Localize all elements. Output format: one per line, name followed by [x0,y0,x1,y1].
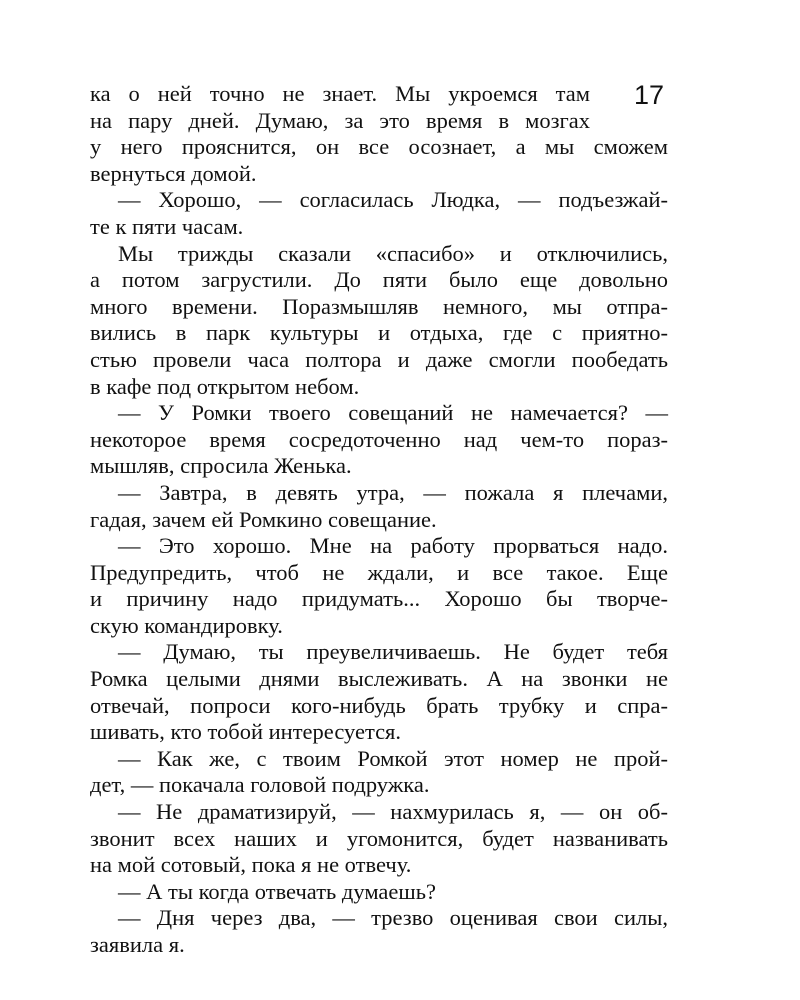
text-line: вились в парк культуры и отдыха, где с приятно- [90,320,668,346]
text-line: звонит всех наших и угомонится, будет названивать [90,825,668,851]
text-line: те к пяти часам. [90,213,244,239]
text-line: мышляв, спросила Женька. [90,453,352,479]
text-line: — Это хорошо. Мне на работу прорваться надо. [118,533,668,559]
text-line: у него прояснится, он все осознает, а мы сможем [90,134,668,160]
text-line: шивать, кто тобой интересуется. [90,719,402,745]
text-line: Ромка целыми днями выслеживать. А на звонки не [90,666,668,692]
text-line: в кафе под открытом небом. [90,373,360,399]
text-line: некоторое время сосредоточенно над чем-то пораз- [90,426,668,452]
text-line: много времени. Поразмышляв немного, мы отпра- [90,293,668,319]
text-line: Предупредить, чтоб не ждали, и все такое. Еще [90,559,668,585]
page-number: 17 [634,80,665,110]
text-line: — Хорошо, — согласилась Людка, — подъезжай- [118,187,668,213]
text-line: вернуться домой. [90,160,257,186]
text-line: и причину надо придумать... Хорошо бы творче- [90,586,668,612]
text-line: — Дня через два, — трезво оценивая свои силы, [118,905,668,931]
text-line: на пару дней. Думаю, за это время в мозгах [90,107,590,133]
text-line: а потом загрустили. До пяти было еще довольно [90,267,668,293]
text-line: отвечай, попроси кого-нибудь брать трубку и спра- [90,692,668,718]
text-line: Мы трижды сказали «спасибо» и отключились, [118,240,668,266]
text-line: — Как же, с твоим Ромкой этот номер не прой- [118,745,668,771]
body-text [90,81,668,959]
text-line: скую командировку. [90,612,283,638]
text-line: гадая, зачем ей Ромкино совещание. [90,506,437,532]
text-line: — А ты когда отвечать думаешь? [118,878,436,904]
text-line: — У Ромки твоего совещаний не намечается? — [118,400,668,426]
text-line: ка о ней точно не знает. Мы укроемся там [90,81,590,106]
text-line: — Думаю, ты преувеличиваешь. Не будет тебя [118,639,668,665]
text-line: — Не драматизируй, — нахмурилась я, — он об- [118,799,668,825]
text-line: стью провели часа полтора и даже смогли пообедать [90,346,668,372]
text-line: на мой сотовый, пока я не отвечу. [90,852,412,878]
text-line: — Завтра, в девять утра, — пожала я плечами, [118,479,668,505]
text-line: заявила я. [90,932,185,957]
text-line: дет, — покачала головой подружка. [90,772,430,798]
